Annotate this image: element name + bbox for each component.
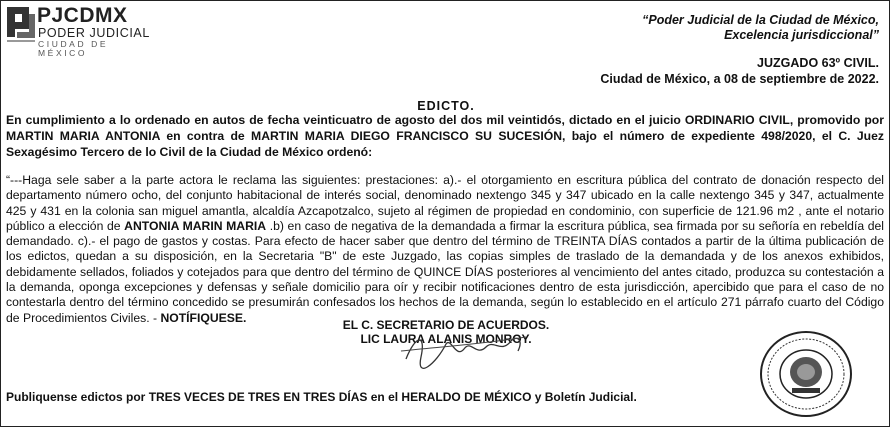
document-date: Ciudad de México, a 08 de septiembre de 2022.	[600, 72, 879, 86]
publication-notice: Publiquense edictos por TRES VECES DE TRES EN TRES DÍAS en el HERALDO DE MÉXICO y Boletín Judicial.	[6, 390, 637, 404]
motto-line-1: “Poder Judicial de la Ciudad de México,	[642, 13, 879, 27]
motto-line-2: Excelencia jurisdiccional”	[724, 28, 879, 42]
intro-paragraph: En cumplimiento a lo ordenado en autos de fecha veinticuatro de agosto del dos mil veintidós, dictado en el juicio ORDINARIO CIVIL, promovido por MARTIN MARIA ANTONIA en contra de MARTIN MARIA DIEGO FRANCISCO SU SUCESIÓN, bajo el número de expediente 498/2020, el C. Juez Sexagésimo Tercero de lo Civil de la Ciudad de México ordenó:	[6, 113, 884, 160]
court-name: JUZGADO 63º CIVIL.	[757, 56, 879, 70]
body-name: ANTONIA MARIN MARIA	[124, 218, 267, 233]
handwritten-signature	[396, 329, 536, 369]
court-motto	[642, 13, 879, 43]
document-heading: EDICTO.	[417, 99, 475, 113]
secretary-title: EL C. SECRETARIO DE ACUERDOS.	[342, 318, 550, 332]
pjcdmx-emblem-icon	[7, 7, 35, 47]
secretary-name: LIC LAURA ALANIS MONROY.	[360, 331, 532, 346]
body-text-2: .b) en caso de negativa de la demandada a firmar la escritura pública, sea firmada por su señoría en rebeldía del demandado. c).- el pago de gastos y costas. Para efecto de hacer saber que dentro del término de TREINTA DÍAS contados a partir de la última publicación de los edictos, quedan a su disposición, en la Secretaria "B" de este Juzgado, las copias simples de traslado de la demandada y de los anexos exhibidos, debidamente sellados, foliados y cotejados para que dentro del término de QUINCE DÍAS posteriores al vencimiento del antes citado, produzca su contestación a la demanda, oponga excepciones y defensas y señale domicilio para oír y recibir notificaciones dentro de esta jurisdicción, apercibido que para el caso de no contestarla dentro del término concedido se presumirán confesados los hechos de la demanda, según lo establecido en el artículo 271 párrafo cuarto del Código de Procedimientos Civiles. -	[6, 218, 885, 325]
body-paragraph	[6, 173, 884, 326]
pjcdmx-logo	[7, 4, 152, 58]
body-text-1: “---Haga sele saber a la parte actora le reclama las siguientes: prestaciones: a).- el otorgamiento en escritura pública del contrato de donación respecto del departamento número ocho, del conjunto habitacional de interés social, denominado nextengo 345 y 347 ubicado en la calle nextengo 345 y 347, actualmente 425 y 431 en la colonia san miguel amantla, alcaldía Azcapotzalco, sujeto al régimen de propiedad en condominio, con superficie de 121.96 m2 , ante el notario público a elección de	[6, 173, 884, 233]
logo-subtitle-city: CIUDAD DE MÉXICO	[38, 39, 109, 58]
body-closing: NOTÍFIQUESE.	[160, 310, 247, 325]
logo-title: PJCDMX	[37, 4, 128, 27]
logo-subtitle: PODER JUDICIAL	[38, 26, 150, 40]
court-header	[600, 55, 879, 87]
court-seal-icon	[756, 328, 854, 420]
